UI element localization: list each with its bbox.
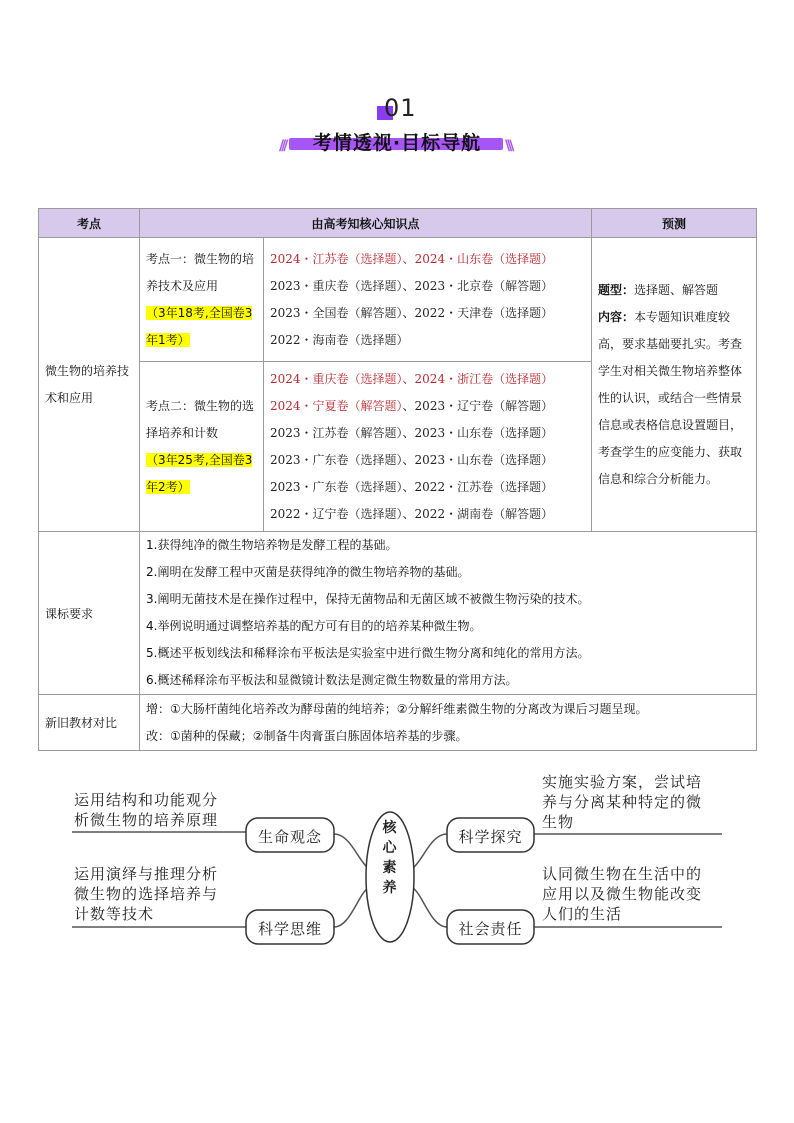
- box-science-inquiry: 科学探究: [458, 828, 523, 846]
- exam-line: 2023・广东卷（选择题）、2023・山东卷（选择题）: [270, 452, 554, 467]
- point-1-cell: [140, 238, 264, 362]
- exam-line: [270, 393, 591, 420]
- text-line: 析微生物的培养原理: [74, 811, 219, 829]
- text-line: 人们的生活: [542, 905, 623, 923]
- table-row: [39, 532, 757, 695]
- table-header-row: [39, 209, 757, 238]
- point-1-exams: [264, 238, 592, 362]
- text-line: 运用演绎与推理分析: [74, 865, 219, 883]
- curriculum-item: 3.阐明无菌技术是在操作过程中，保持无菌物品和无菌区域不被微生物污染的技术。: [146, 592, 590, 606]
- header-prediction: 预测: [592, 209, 757, 238]
- prediction-content-value: 本专题知识难度较高，要求基础要扎实。考查学生对相关微生物培养整体性的认识，或结合一些情景信息或表格信息设置题目，考查学生的应变能力、获取信息和综合分析能力。: [598, 309, 743, 486]
- exam-line: [270, 246, 591, 273]
- curriculum-label: 课标要求: [39, 532, 140, 695]
- text-line: 实施实验方案，尝试培: [542, 773, 703, 791]
- center-char: 养: [382, 880, 398, 896]
- comparison-add: 增：①大肠杆菌纯化培养改为酵母菌的纯培养；②分解纤维素微生物的分离改为课后习题呈现。: [146, 701, 648, 716]
- exam-item: 2024・江苏卷（选择题）: [270, 251, 403, 266]
- exam-line: 2023・江苏卷（解答题）、2023・山东卷（选择题）: [270, 425, 554, 440]
- point-2-cell: [140, 362, 264, 532]
- text-line: 微生物的选择培养与: [74, 885, 219, 903]
- exam-line: 2022・海南卷（选择题）: [270, 332, 409, 347]
- section-title: 考情透视·目标导航: [312, 132, 482, 154]
- text-social-responsibility: [542, 864, 702, 924]
- point-1-name: 考点一：微生物的培养技术及应用: [146, 251, 255, 293]
- prediction-type-value: 选择题、解答题: [634, 282, 719, 297]
- header-knowledge: 由高考知核心知识点: [140, 209, 592, 238]
- exam-line: 2024・重庆卷（选择题）、2024・浙江卷（选择题）: [270, 371, 554, 386]
- comparison-change: 改：①菌种的保藏；②制备牛肉膏蛋白胨固体培养基的步骤。: [146, 728, 468, 743]
- box-life-concept: 生命观念: [257, 828, 322, 846]
- curriculum-item: 6.概述稀释涂布平板法和显微镜计数法是测定微生物数量的常用方法。: [146, 673, 518, 687]
- center-char: 心: [382, 840, 398, 856]
- comparison-content: [140, 695, 757, 751]
- curriculum-item: 2.阐明在发酵工程中灭菌是获得纯净的微生物培养物的基础。: [146, 565, 470, 579]
- comparison-label: 新旧教材对比: [39, 695, 140, 751]
- exam-analysis-table: [38, 208, 757, 751]
- center-char: 素: [382, 860, 398, 876]
- point-2-note: （3年25考,全国卷3年2考）: [146, 452, 253, 494]
- point-1-note: （3年18考,全国卷3年1考）: [146, 305, 253, 347]
- curriculum-item: 1.获得纯净的微生物培养物是发酵工程的基础。: [146, 538, 398, 552]
- exam-item: 2024・宁夏卷（解答题）: [270, 398, 403, 413]
- text-life-concept: [74, 790, 218, 830]
- table-row: [39, 238, 757, 362]
- title-slashes-right: \\\: [505, 138, 512, 154]
- exam-sep: 、: [402, 251, 415, 266]
- text-line: 应用以及微生物能改变: [542, 885, 703, 903]
- exam-item: 2024・山东卷（选择题）: [414, 251, 554, 266]
- prediction-type-label: 题型：: [598, 282, 635, 297]
- topic-cell: 微生物的培养技术和应用: [39, 238, 140, 532]
- header-topic: 考点: [39, 209, 140, 238]
- curriculum-item: 5.概述平板划线法和稀释涂布平板法是实验室中进行微生物分离和纯化的常用方法。: [146, 646, 590, 660]
- core-literacy-center: [366, 818, 414, 898]
- text-science-inquiry: [542, 772, 702, 832]
- exam-line: 2023・广东卷（选择题）、2022・江苏卷（选择题）: [270, 479, 554, 494]
- center-char: 核: [382, 820, 398, 836]
- table-row: [39, 695, 757, 751]
- curriculum-item: 4.举例说明通过调整培养基的配方可有目的的培养某种微生物。: [146, 619, 482, 633]
- text-line: 生物: [542, 813, 575, 831]
- section-number: 01: [384, 94, 417, 122]
- text-science-thinking: [74, 864, 218, 924]
- curriculum-content: [140, 532, 757, 695]
- box-social-responsibility: 社会责任: [458, 920, 523, 938]
- point-2-exams: [264, 362, 592, 532]
- core-literacy-diagram: [0, 770, 794, 970]
- prediction-cell: [592, 238, 757, 532]
- text-line: 计数等技术: [74, 905, 155, 923]
- text-line: 运用结构和功能观分: [74, 791, 219, 809]
- text-line: 养与分离某种特定的微: [542, 793, 703, 811]
- point-2-name: 考点二：微生物的选择培养和计数: [146, 398, 255, 440]
- box-science-thinking: 科学思维: [257, 920, 322, 938]
- text-line: 认同微生物在生活中的: [542, 865, 703, 883]
- exam-item: 、2023・辽宁卷（解答题）: [402, 398, 554, 413]
- section-header: [0, 94, 794, 164]
- exam-line: 2022・辽宁卷（选择题）、2022・湖南卷（解答题）: [270, 506, 554, 521]
- prediction-content-label: 内容：: [598, 309, 635, 324]
- title-slashes-left: ///: [279, 138, 286, 154]
- exam-line: 2023・重庆卷（选择题）、2023・北京卷（解答题）: [270, 278, 554, 293]
- exam-line: 2023・全国卷（解答题）、2022・天津卷（选择题）: [270, 305, 554, 320]
